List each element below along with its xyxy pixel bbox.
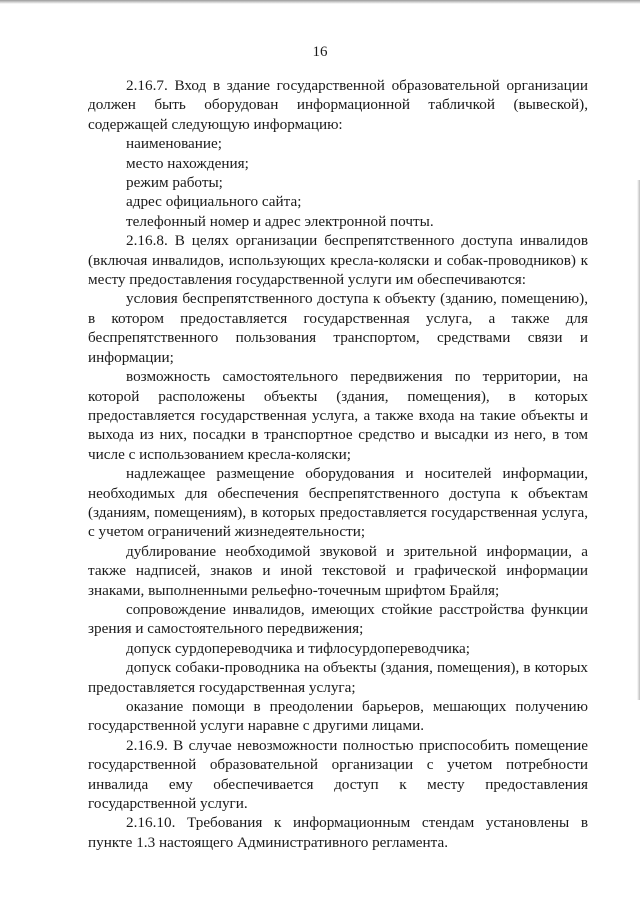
paragraph-2-16-10: 2.16.10. Требования к информационным стендам установлены в пункте 1.3 настоящего Административного регламента. [88, 814, 588, 851]
list-item-location: место нахождения; [126, 154, 249, 172]
paragraph-2-16-8: 2.16.8. В целях организации беспрепятственного доступа инвалидов (включая инвалидов, использующих кресла-коляски и собак-проводников) к месту предоставления государственной услуги им обеспечиваются: [88, 232, 588, 289]
list-item-contacts: телефонный номер и адрес электронной почты. [126, 212, 434, 230]
paragraph-braille: дублирование необходимой звуковой и зрительной информации, а также надписей, знаков и иной текстовой и графической информации знаками, выполненными рельефно-точечным шрифтом Брайля; [88, 542, 588, 599]
paragraph-2-16-9: 2.16.9. В случае невозможности полностью приспособить помещение государственной образовательной организации с учетом потребности инвалида ему обеспечивается доступ к месту предоставления государственной услуги. [88, 736, 588, 813]
paragraph-guide-dog: допуск собаки-проводника на объекты (здания, помещения), в которых предоставляется государственная услуга; [88, 659, 588, 696]
paragraph-equipment-placement: надлежащее размещение оборудования и носителей информации, необходимых для обеспечения беспрепятственного доступа к объектам (зданиям, помещениям), в которых предоставляется государственная услуга, с учетом ограничений жизнедеятельности; [88, 465, 588, 541]
document-body [88, 76, 588, 852]
paragraph-movement: возможность самостоятельного передвижения по территории, на которой расположены объекты (здания, помещения), в которых предоставляется государственная услуга, а также входа на такие объекты и выхода из них, посадки в транспортное средство и высадки из него, в том числе с использованием кресла-коляски; [88, 368, 588, 463]
paragraph-access-conditions: условия беспрепятственного доступа к объекту (зданию, помещению), в котором предоставляется государственная услуга, а также для беспрепятственного пользования транспортом, средствами связи и информации; [88, 290, 588, 366]
paragraph-2-16-7: 2.16.7. Вход в здание государственной образовательной организации должен быть оборудован информационной табличкой (вывеской), содержащей следующую информацию: [88, 77, 588, 133]
paragraph-assistance: оказание помощи в преодолении барьеров, мешающих получению государственной услуги наравне с другими лицами. [88, 698, 588, 735]
list-item-schedule: режим работы; [126, 174, 223, 192]
list-item-name: наименование; [126, 135, 222, 153]
paragraph-interpreter: допуск сурдопереводчика и тифлосурдопереводчика; [126, 639, 470, 657]
paragraph-escort: сопровождение инвалидов, имеющих стойкие расстройства функции зрения и самостоятельного передвижения; [88, 600, 588, 638]
scan-edge-top [0, 0, 640, 4]
list-item-website: адрес официального сайта; [126, 193, 302, 211]
page-number: 16 [312, 44, 328, 60]
